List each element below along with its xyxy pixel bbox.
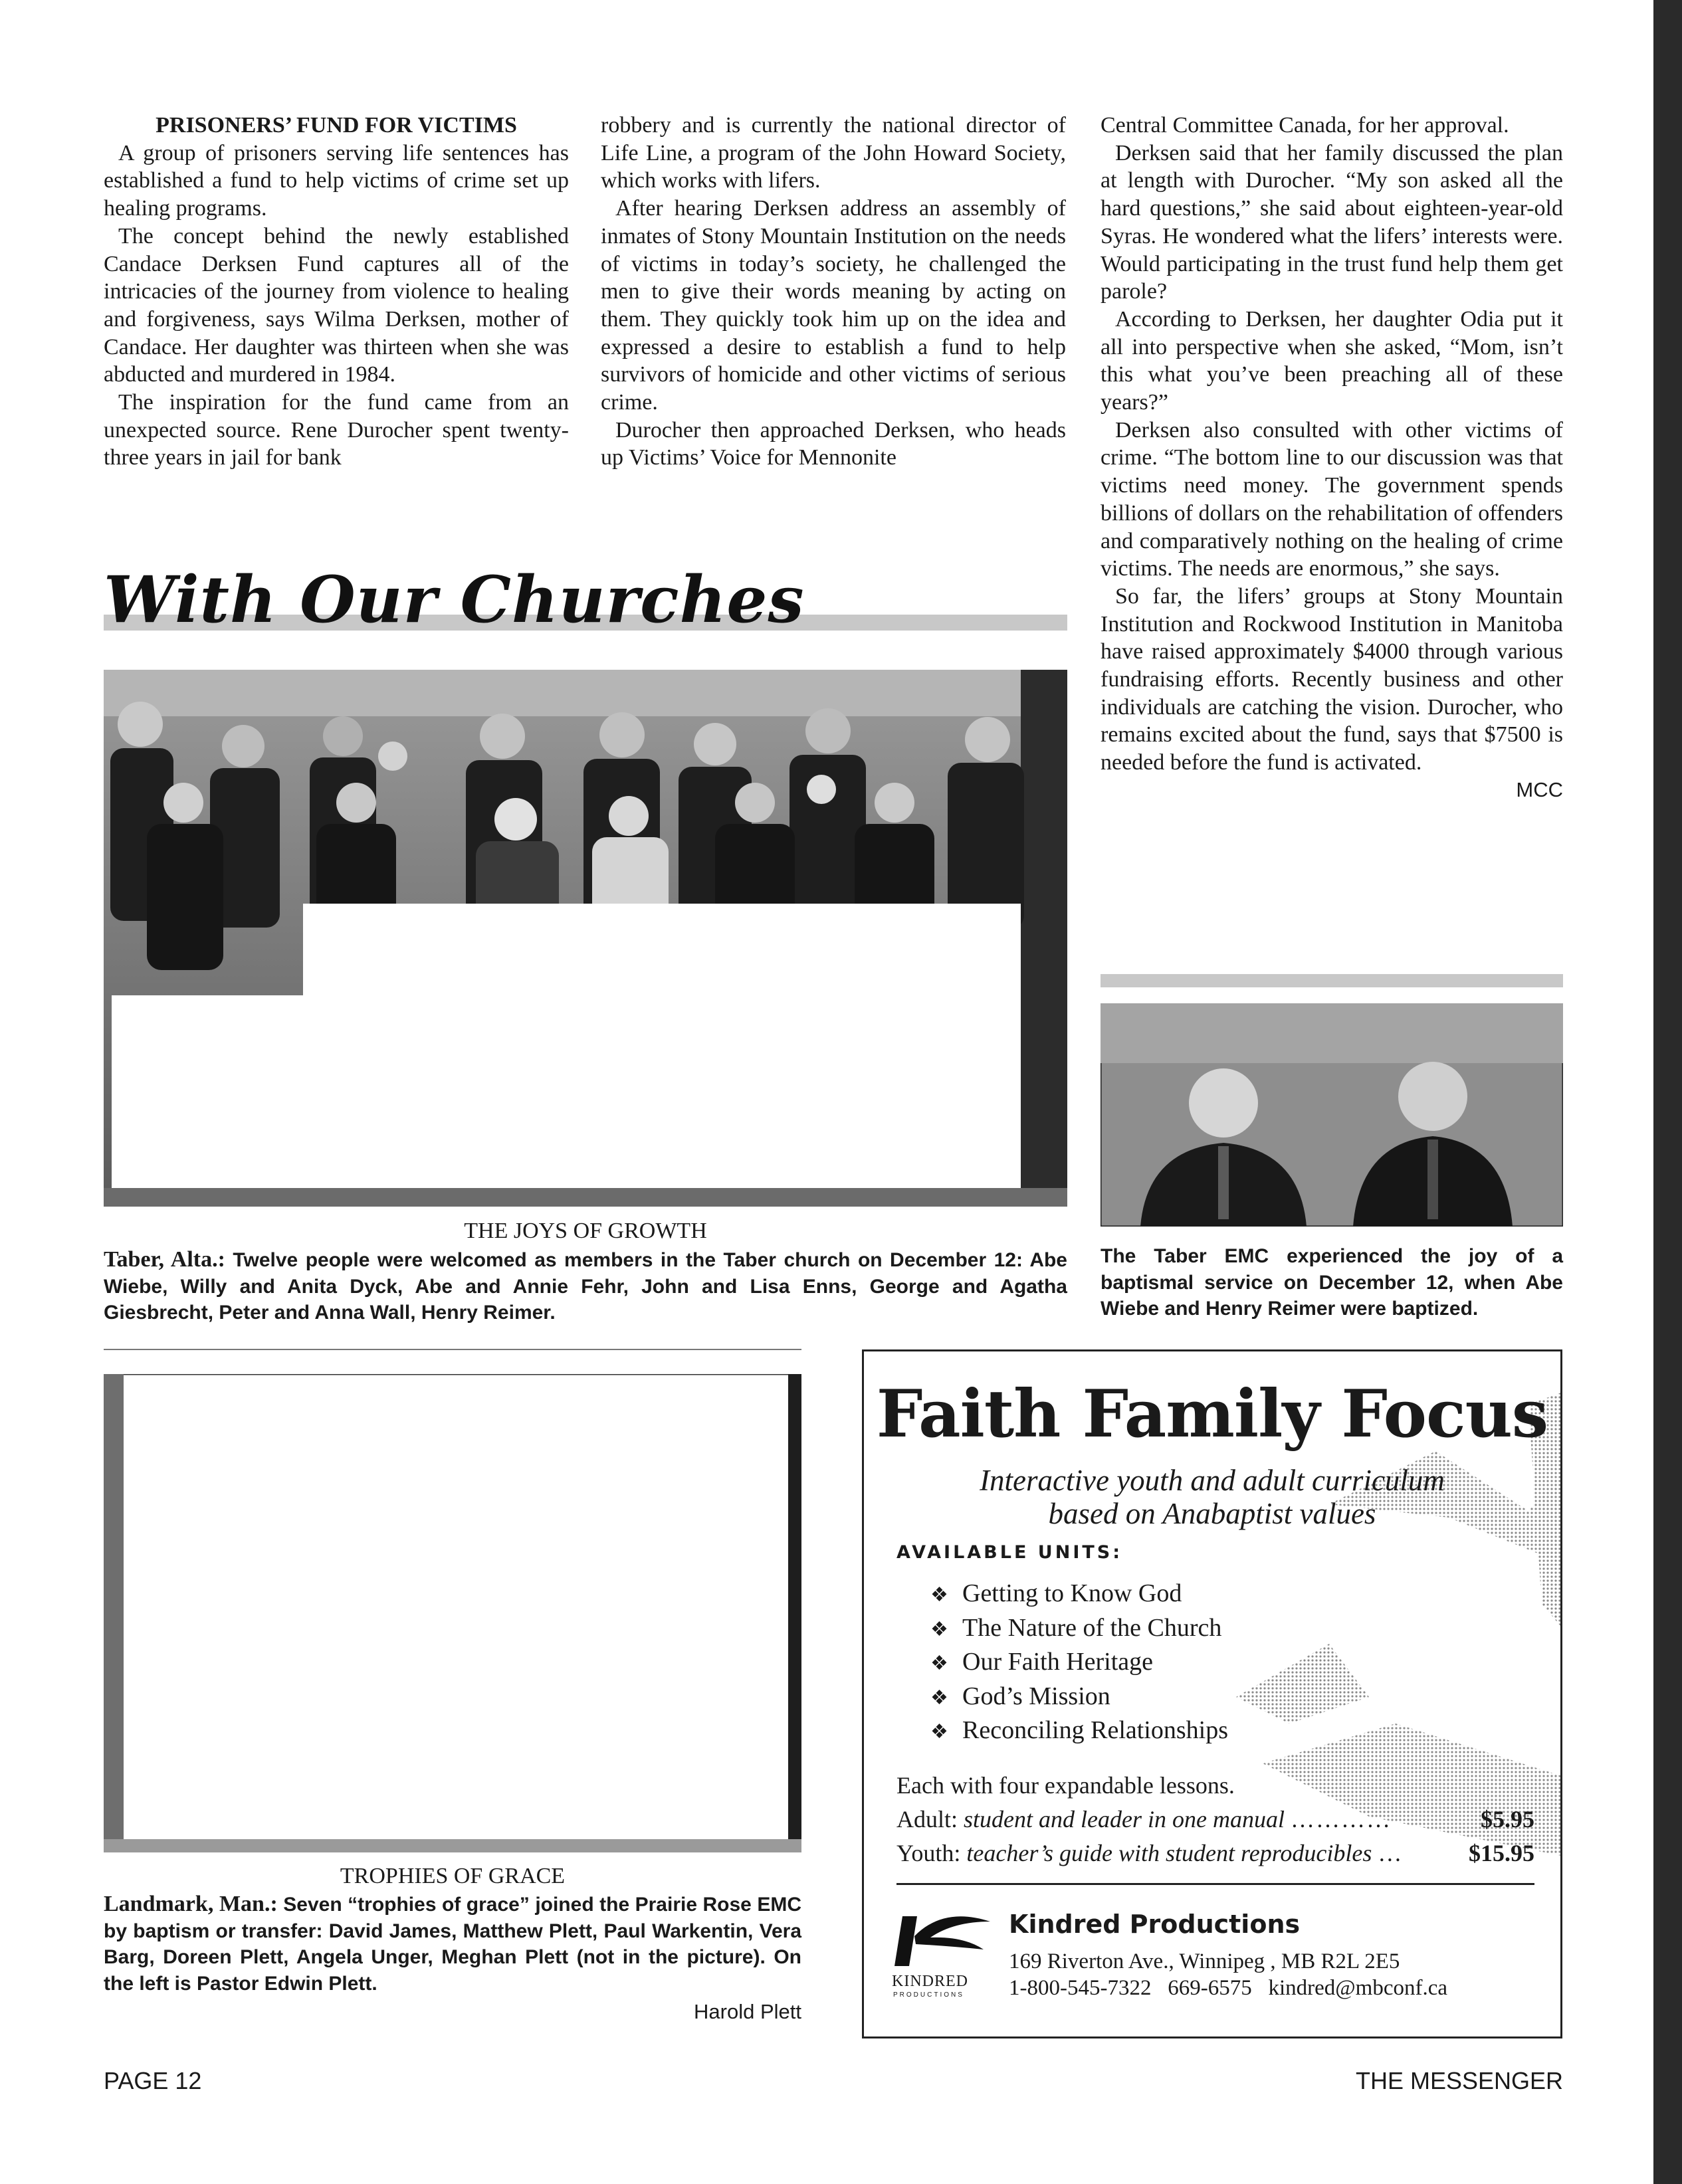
ad-adult-line: Adult: student and leader in one manual ………… $5.95 (896, 1803, 1534, 1837)
ad-youth-desc: teacher’s guide with student reproducibles (966, 1840, 1372, 1866)
publication-name: THE MESSENGER (1355, 2067, 1563, 2094)
ad-subtitle-line2: based on Anabaptist values (1048, 1497, 1376, 1530)
publisher-contact (1009, 1948, 1447, 2001)
publisher-phone-local: 669-6575 (1168, 1976, 1252, 2000)
ad-unit-item: ❖ Getting to Know God (930, 1577, 1228, 1612)
article-column-1 (104, 112, 569, 472)
ad-unit-item: ❖ Reconciling Relationships (930, 1714, 1228, 1749)
baptism-photo (1101, 1003, 1563, 1227)
ad-unit-item: ❖ The Nature of the Church (930, 1612, 1228, 1646)
growth-caption-text: Twelve people were welcomed as members in the Taber church on December 12: Abe Wiebe, Willy and Anita Dyck, Abe and Annie Fehr, John and Lisa Enns, George and Agatha Giesbrecht, Peter and Anna Wall, Henry Reimer. (104, 1249, 1067, 1324)
divider-rule (104, 1349, 801, 1350)
article-headline: PRISONERS’ FUND FOR VICTIMS (156, 113, 517, 138)
growth-caption-place: Taber, Alta.: (104, 1247, 225, 1272)
page-number: PAGE 12 (104, 2067, 202, 2094)
article-column-2 (601, 112, 1066, 472)
article-credit: MCC (1516, 777, 1563, 801)
ad-adult-label: Adult: (896, 1806, 958, 1833)
article-paragraph: A group of prisoners serving life sentences has established a fund to help victims of crime set up healing programs. (104, 140, 569, 221)
diamond-bullet-icon: ❖ (930, 1652, 948, 1674)
article-paragraph: Derksen also consulted with other victims of crime. “The bottom line to our discussion was that victims need money. The government spends billions of dollars on the rehabilitation of offenders and comparatively nothing on the healing of crime victims. The needs are enormous,” she says. (1101, 417, 1563, 581)
divider-bar (1101, 974, 1563, 987)
kindred-logo-icon (891, 1910, 997, 1969)
group-photo (104, 670, 1067, 1207)
ad-youth-price: $15.95 (1469, 1840, 1534, 1866)
ad-units-heading: AVAILABLE UNITS: (896, 1542, 1123, 1563)
ad-units-list (930, 1577, 1228, 1749)
article-paragraph: robbery and is currently the national director of Life Line, a program of the John Howard Society, which works with lifers. (601, 113, 1066, 193)
kindred-logo-text: KINDRED (892, 1973, 968, 1990)
group-photo-image (104, 670, 1067, 1207)
diamond-bullet-icon: ❖ (930, 1618, 948, 1640)
diamond-bullet-icon: ❖ (930, 1686, 948, 1709)
trophies-caption-place: Landmark, Man.: (104, 1892, 278, 1916)
ad-youth-label: Youth: (896, 1840, 961, 1866)
ad-unit-item: ❖ Our Faith Heritage (930, 1646, 1228, 1680)
article-paragraph: After hearing Derksen address an assembly of inmates of Stony Mountain Institution on the needs of victims in today’s society, he challenged the men to give their words meaning by acting on them. They quickly took him up on the idea and expressed a desire to establish a fund to help survivors of homicide and other victims of serious crime. (601, 196, 1066, 415)
kindred-logo-subtext: PRODUCTIONS (893, 1991, 964, 1999)
page-edge (1653, 0, 1682, 2184)
trophies-photo-credit: Harold Plett (694, 2000, 801, 2023)
publisher-name: Kindred Productions (1009, 1910, 1301, 1939)
baptism-caption: The Taber EMC experienced the joy of a baptismal service on December 12, when Abe Wiebe and Henry Reimer were baptized. (1101, 1245, 1563, 1320)
article-paragraph: So far, the lifers’ groups at Stony Mountain Institution and Rockwood Institution in Manitoba have raised approximately $4000 through various fundraising efforts. Recently business and other individuals are catching the vision. Durocher, who remains excited about the fund, says that $7500 is needed before the fund is activated. (1101, 583, 1563, 775)
trophies-caption-title: TROPHIES OF GRACE (340, 1864, 566, 1888)
growth-caption-body (104, 1246, 1067, 1326)
curriculum-advertisement (862, 1349, 1562, 2038)
ad-pricing (896, 1769, 1534, 1870)
article-paragraph: The concept behind the newly established Candace Derksen Fund captures all of the intricacies of the journey from violence to healing and forgiveness, says Wilma Derksen, mother of Candace. Her daughter was thirteen when she was abducted and murdered in 1984. (104, 223, 569, 387)
ad-youth-line: Youth: teacher’s guide with student reproducibles … $15.95 (896, 1837, 1534, 1870)
trophies-photo (104, 1374, 801, 1852)
ad-adult-desc: student and leader in one manual (964, 1806, 1285, 1833)
trophies-photo-image (104, 1374, 801, 1852)
article-paragraph: Derksen said that her family discussed the plan at length with Durocher. “My son asked all the hard questions,” she said about eighteen-year-old Syras. He wondered what the lifers’ interests were. Would participating in the trust fund help them get parole? (1101, 140, 1563, 304)
publisher-phones (1009, 1975, 1447, 2001)
ad-adult-price: $5.95 (1481, 1806, 1534, 1833)
trophies-caption-body (104, 1891, 801, 1997)
article-paragraph: According to Derksen, her daughter Odia put it all into perspective when she asked, “Mom, isn’t this what you’ve been preaching all of these years?” (1101, 306, 1563, 415)
publisher-email: kindred@mbconf.ca (1268, 1976, 1448, 2000)
diamond-bullet-icon: ❖ (930, 1584, 948, 1606)
ad-subtitle-line1: Interactive youth and adult curriculum (980, 1464, 1445, 1497)
article-paragraph: Central Committee Canada, for her approval. (1101, 113, 1509, 138)
article-column-3 (1101, 112, 1563, 803)
growth-caption-title: THE JOYS OF GROWTH (464, 1219, 707, 1243)
trophies-caption-text: Seven “trophies of grace” joined the Prairie Rose EMC by baptism or transfer: David James, Matthew Plett, Paul Warkentin, Vera Barg, Doreen Plett, Angela Unger, Meghan Plett (not in the picture). On the left is Pastor Edwin Plett. (104, 1894, 802, 1995)
article-paragraph: Durocher then approached Derksen, who heads up Victims’ Voice for Mennonite (601, 417, 1066, 470)
ad-title: Faith Family Focus (876, 1376, 1548, 1452)
diamond-bullet-icon: ❖ (930, 1721, 948, 1743)
publisher-address: 169 Riverton Ave., Winnipeg , MB R2L 2E5 (1009, 1949, 1400, 1973)
ad-divider (896, 1883, 1534, 1885)
ad-unit-item: ❖ God’s Mission (930, 1680, 1228, 1715)
article-paragraph: The inspiration for the fund came from an unexpected source. Rene Durocher spent twenty-three years in jail for bank (104, 390, 569, 470)
section-banner-title: With Our Churches (104, 562, 805, 637)
publisher-phone: 1-800-545-7322 (1009, 1976, 1152, 2000)
ad-each-line: Each with four expandable lessons. (896, 1772, 1235, 1799)
baptism-photo-image (1101, 1003, 1563, 1227)
